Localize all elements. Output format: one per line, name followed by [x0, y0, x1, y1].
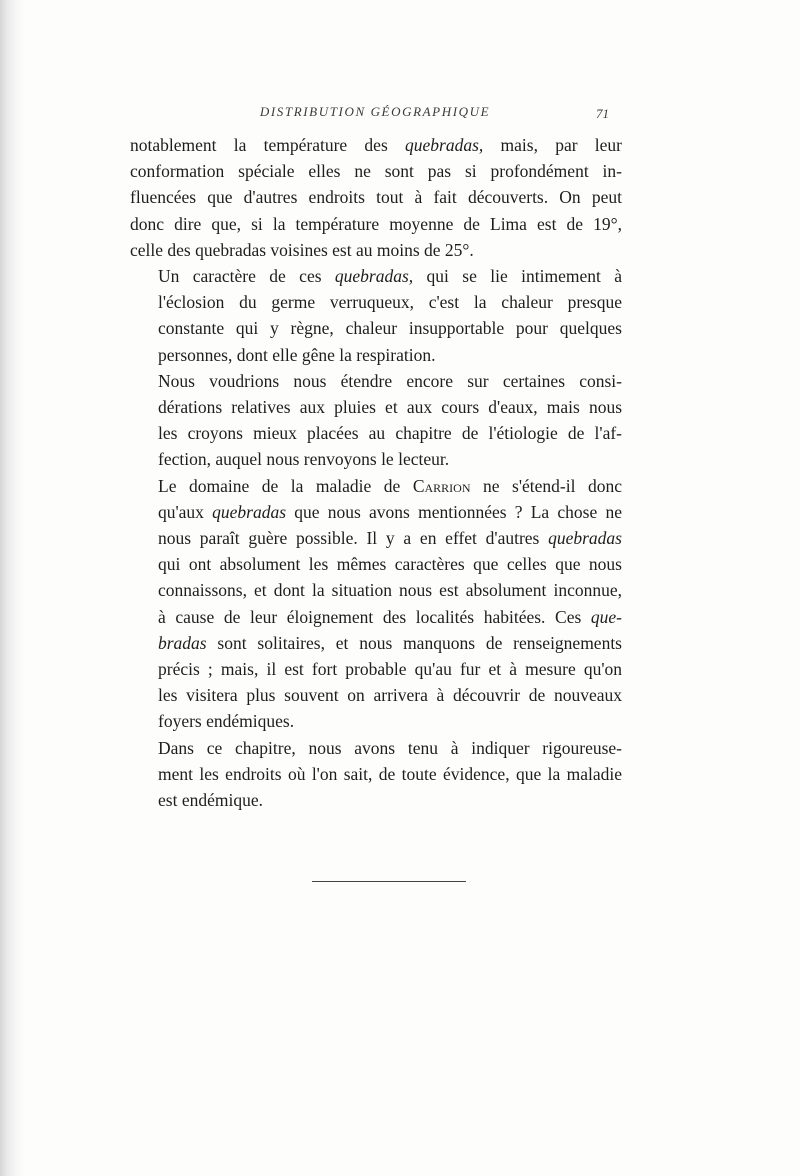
text-line	[130, 525, 622, 551]
italic-term: quebradas	[548, 528, 622, 549]
text-line	[130, 158, 622, 184]
text-line	[130, 446, 622, 472]
text-line	[130, 368, 622, 394]
text-run: à cause de leur éloignement des localités habitées. Ces	[158, 606, 591, 627]
text-line	[130, 551, 622, 577]
text-line	[130, 211, 622, 237]
text-run: notablement la température des	[130, 135, 406, 155]
text-line	[130, 577, 622, 603]
text-run: les croyons mieux placées au chapitre de l'étiologie de l'af-	[158, 423, 622, 444]
text-run: conformation spéciale elles ne sont pas si profondément in-	[130, 161, 622, 182]
italic-term: bradas	[158, 632, 207, 653]
paragraph	[130, 132, 622, 263]
text-run: qu'aux	[158, 501, 213, 522]
text-run: mais, par leur	[483, 135, 622, 155]
text-run: que nous avons mentionnées ? La chose ne	[286, 501, 623, 522]
text-run: Dans ce chapitre, nous avons tenu à indiquer rigoureuse-	[158, 737, 622, 758]
text-run: fluencées que d'autres endroits tout à fait découverts. On peut	[130, 187, 622, 208]
text-run: celle des quebradas voisines est au moins de 25°.	[130, 239, 474, 260]
text-line	[130, 289, 622, 315]
text-run: ment les endroits où l'on sait, de toute évidence, que la maladie	[158, 763, 622, 784]
text-run: constante qui y règne, chaleur insupportable pour quelques	[158, 318, 622, 339]
text-run: sont solitaires, et nous manquons de renseignements	[206, 632, 622, 653]
text-run: l'éclosion du germe verruqueux, c'est la chaleur presque	[158, 292, 622, 313]
text-line	[130, 499, 622, 525]
paragraph	[130, 735, 622, 814]
text-run: précis ; mais, il est fort probable qu'au fur et à mesure qu'on	[158, 659, 622, 680]
text-line	[130, 682, 622, 708]
text-line	[130, 394, 622, 420]
text-line	[130, 420, 622, 446]
text-line	[130, 184, 622, 210]
text-run: ne s'étend-il donc	[470, 475, 622, 496]
text-line	[130, 787, 622, 813]
text-line	[130, 342, 622, 368]
text-run: Le domaine de la maladie de	[158, 475, 413, 496]
text-run: est endémique.	[158, 790, 263, 811]
text-run: dérations relatives aux pluies et aux cours d'eaux, mais nous	[158, 397, 622, 418]
italic-term: que-	[590, 606, 622, 627]
italic-term: quebradas	[212, 501, 287, 522]
running-head: DISTRIBUTION GÉOGRAPHIQUE	[259, 104, 491, 119]
text-run: nous paraît guère possible. Il y a en effet d'autres	[158, 528, 549, 549]
text-line	[130, 473, 622, 499]
paragraph	[130, 473, 622, 735]
text-line	[130, 630, 622, 656]
text-run: fection, auquel nous renvoyons le lecteur.	[158, 449, 450, 470]
paragraph	[130, 263, 622, 368]
text-line	[130, 761, 622, 787]
text-line	[130, 132, 622, 158]
text-line	[130, 708, 622, 734]
text-run: donc dire que, si la température moyenne de Lima est de 19°,	[130, 213, 622, 234]
text-line	[130, 315, 622, 341]
text-line	[130, 735, 622, 761]
italic-term: quebradas,	[405, 135, 484, 155]
text-run: qui se lie intimement à	[413, 266, 622, 287]
end-of-chapter-rule	[312, 881, 466, 882]
text-run: connaissons, et dont la situation nous est absolument inconnue,	[158, 580, 622, 601]
text-line	[130, 604, 622, 630]
small-caps-name: Carrion	[412, 475, 471, 496]
text-run: Un caractère de ces	[158, 266, 335, 287]
text-run: qui ont absolument les mêmes caractères que celles que nous	[158, 554, 622, 575]
text-line	[130, 237, 622, 263]
page-number: 71	[596, 106, 609, 121]
italic-term: quebradas,	[334, 266, 414, 287]
paragraph	[130, 368, 622, 473]
text-run: les visitera plus souvent on arrivera à découvrir de nouveaux	[158, 685, 622, 706]
text-run: foyers endémiques.	[158, 711, 295, 732]
text-line	[130, 656, 622, 682]
text-run: Nous voudrions nous étendre encore sur certaines consi-	[158, 370, 622, 391]
text-run: personnes, dont elle gêne la respiration.	[158, 344, 436, 365]
body-text	[130, 132, 622, 813]
page-binding-shadow	[0, 0, 26, 1176]
text-line	[130, 263, 622, 289]
